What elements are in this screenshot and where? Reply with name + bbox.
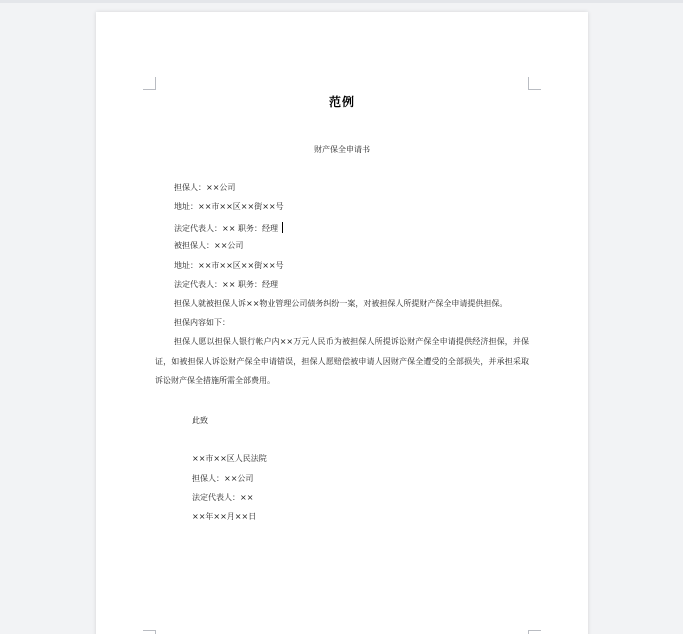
top-toolbar-edge <box>0 0 683 3</box>
signature-date-line: ××年××月××日 <box>192 512 257 521</box>
text-cursor <box>282 222 283 233</box>
guaranteed-party-address-line: 地址：××市××区××街××号 <box>174 261 284 270</box>
document-page[interactable] <box>96 12 588 634</box>
guarantor-address-line: 地址：××市××区××街××号 <box>174 202 284 211</box>
guaranteed-party-representative-line: 法定代表人：×× 职务：经理 <box>174 280 278 289</box>
margin-corner-mark <box>143 77 156 90</box>
guarantor-line: 担保人：××公司 <box>174 183 236 192</box>
signature-representative-line: 法定代表人：×× <box>192 493 254 502</box>
document-subtitle: 财产保全申请书 <box>314 145 370 154</box>
margin-corner-mark <box>528 630 541 634</box>
margin-corner-mark <box>143 630 156 634</box>
guarantee-body-paragraph: 担保人愿以担保人银行帐户内××万元人民币为被担保人所提诉讼财产保全申请提供经济担保，并保证，如被担保人诉讼财产保全申请错误，担保人愿赔偿被申请人因财产保全遭受的全部损失，并承担采取诉讼财产保全措施所需全部费用。 <box>155 337 529 385</box>
guarantee-content-heading: 担保内容如下： <box>174 318 230 327</box>
guarantor-representative-line <box>174 222 283 234</box>
signature-guarantor-line: 担保人：××公司 <box>192 474 254 483</box>
guarantor-representative-text: 法定代表人：×× 职务：经理 <box>174 224 278 233</box>
closing-salutation: 此致 <box>192 416 208 425</box>
court-name-line: ××市××区人民法院 <box>192 454 267 463</box>
document-title: 范例 <box>328 95 355 109</box>
guarantee-statement-line: 担保人就被担保人诉××物业管理公司债务纠纷一案，对被担保人所提财产保全申请提供担保。 <box>174 299 508 308</box>
guaranteed-party-line: 被担保人：××公司 <box>174 241 244 250</box>
margin-corner-mark <box>528 77 541 90</box>
